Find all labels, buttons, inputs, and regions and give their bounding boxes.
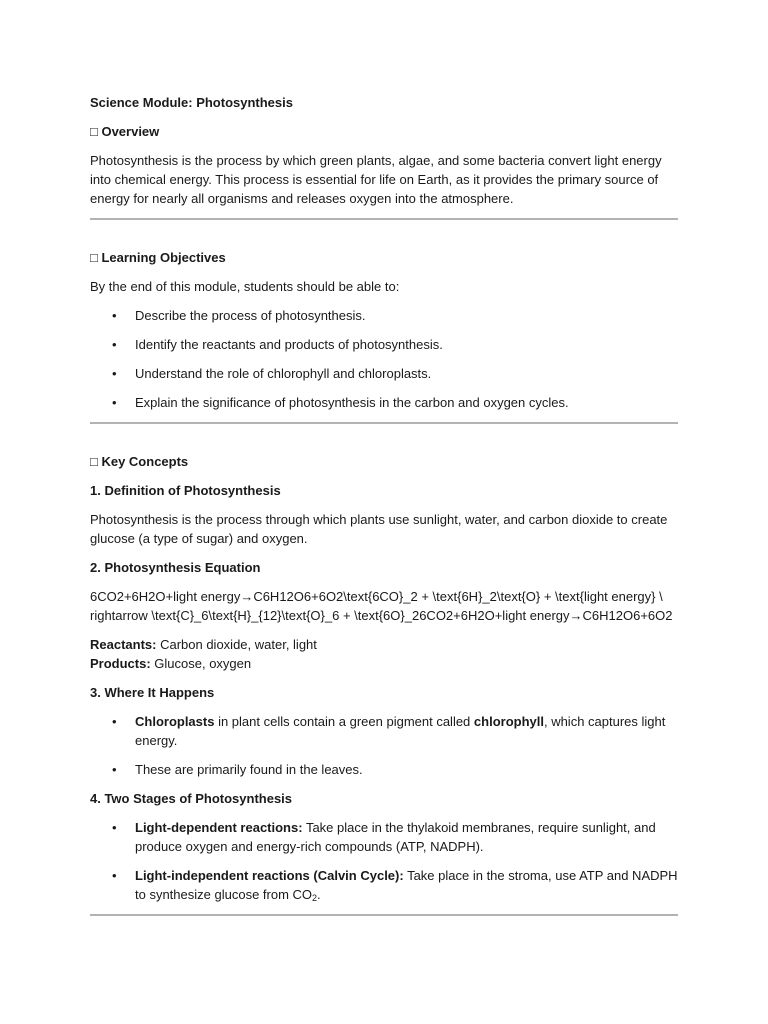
bullet-icon: • [112, 395, 117, 410]
bullet-icon: • [112, 308, 117, 323]
objectives-intro: By the end of this module, students should be able to: [90, 279, 400, 294]
list-item: • Chloroplasts in plant cells contain a green pigment called chlorophyll, which captures light energy. [112, 714, 666, 748]
document-title: Science Module: Photosynthesis [90, 95, 293, 110]
bullet-icon: • [112, 820, 117, 835]
list-item: • Describe the process of photosynthesis. [112, 308, 366, 323]
document-content [90, 93, 678, 916]
equation-heading: 2. Photosynthesis Equation [90, 560, 261, 575]
list-item: • Light-independent reactions (Calvin Cycle): Take place in the stroma, use ATP and NADPH to synthesize glucose from $CO_2$. [112, 868, 678, 903]
objectives-list [90, 306, 678, 412]
products-line [90, 654, 678, 673]
reactants-value: Carbon dioxide, water, light [156, 637, 317, 652]
definition-heading: 1. Definition of Photosynthesis [90, 483, 281, 498]
list-item: • Explain the significance of photosynthesis in the carbon and oxygen cycles. [112, 395, 569, 410]
equation-line-1: 6CO2+6H2O+light energy→C6H12O6+6O2\text{6CO}_2 + \text{6H}_2\text{O} + \text{light energy} \ [90, 589, 663, 604]
bullet-icon: • [112, 366, 117, 381]
products-value: Glucose, oxygen [150, 656, 252, 671]
products-label: Products: [90, 656, 151, 671]
list-item: • These are primarily found in the leaves. [112, 762, 363, 777]
list-item: • Light-dependent reactions: Take place in the thylakoid membranes, require sunlight, and produce oxygen and energy-rich compounds (ATP, NADPH). [112, 820, 656, 854]
bullet-icon: • [112, 714, 117, 729]
overview-heading: □ Overview [90, 124, 160, 139]
where-list [90, 712, 678, 779]
bullet-icon: • [112, 868, 117, 883]
definition-body: Photosynthesis is the process through which plants use sunlight, water, and carbon dioxide to create glucose (a type of sugar) and oxygen. [90, 512, 668, 546]
divider [90, 422, 678, 424]
stages-heading: 4. Two Stages of Photosynthesis [90, 791, 293, 806]
overview-body: Photosynthesis is the process by which green plants, algae, and some bacteria convert light energy into chemical energy. This process is essential for life on Earth, as it provides the primary source of energy for nearly all organisms and releases oxygen into the atmosphere. [90, 153, 662, 206]
divider [90, 218, 678, 220]
objectives-heading: □ Learning Objectives [90, 250, 226, 265]
bullet-icon: • [112, 337, 117, 352]
bullet-icon: • [112, 762, 117, 777]
divider [90, 914, 678, 916]
list-item: • Understand the role of chlorophyll and chloroplasts. [112, 366, 432, 381]
equation-line-2: rightarrow \text{C}_6\text{H}_{12}\text{O}_6 + \text{6O}_26CO2+6H2O+light energy→C6H12O6+6O2 [90, 608, 673, 623]
reactants-line [90, 635, 678, 654]
reactants-label: Reactants: [90, 637, 157, 652]
stages-list [90, 818, 678, 908]
key-concepts-heading: □ Key Concepts [90, 454, 189, 469]
list-item: • Identify the reactants and products of photosynthesis. [112, 337, 443, 352]
where-heading: 3. Where It Happens [90, 685, 215, 700]
